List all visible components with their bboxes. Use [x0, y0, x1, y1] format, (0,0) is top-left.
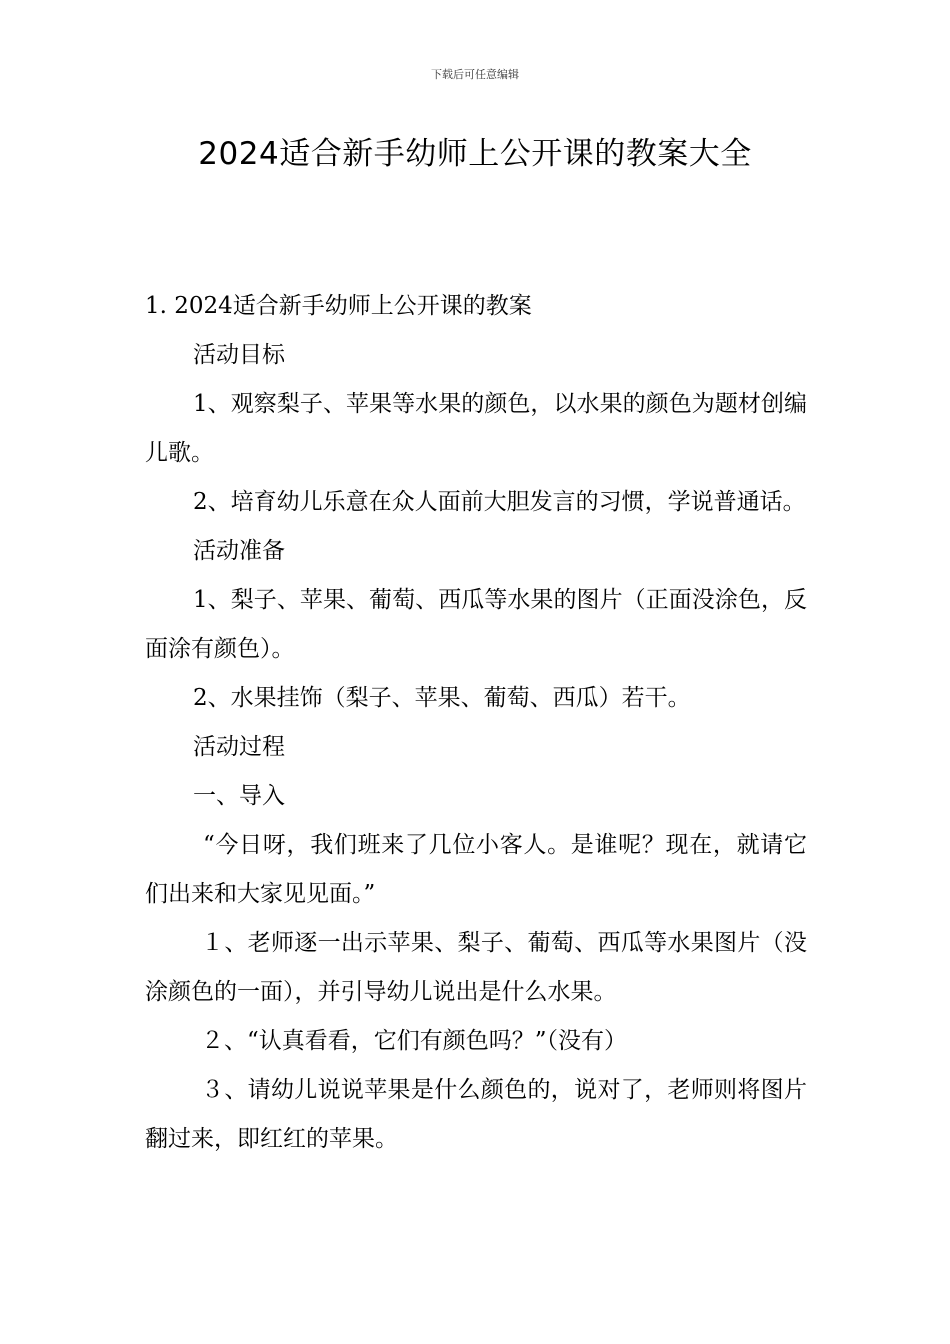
paragraph-preparation-1: 1、梨子、苹果、葡萄、西瓜等水果的图片（正面没涂色，反面涂有颜色）。 [145, 587, 807, 662]
paragraph-objectives-heading: 活动目标 [193, 342, 285, 368]
paragraph-process-heading: 活动过程 [193, 734, 285, 760]
paragraph-step-3: ３、请幼儿说说苹果是什么颜色的，说对了，老师则将图片翻过来，即红红的苹果。 [145, 1077, 807, 1152]
paragraph-preparation-heading: 活动准备 [193, 538, 285, 564]
paragraph-objective-1: 1、观察梨子、苹果等水果的颜色，以水果的颜色为题材创编儿歌。 [145, 391, 807, 466]
document-title: 2024适合新手幼师上公开课的教案大全 [198, 136, 752, 172]
paragraph-step-2: ２、“认真看看，它们有颜色吗？”（没有） [201, 1028, 628, 1054]
paragraph-intro-heading: 一、导入 [193, 783, 285, 809]
paragraph-step-1: １、老师逐一出示苹果、梨子、葡萄、西瓜等水果图片（没涂颜色的一面），并引导幼儿说出是什么水果。 [145, 930, 807, 1005]
paragraph-objective-2: 2、培育幼儿乐意在众人面前大胆发言的习惯，学说普通话。 [193, 489, 806, 515]
header-note: 下载后可任意编辑 [431, 68, 519, 81]
section-heading: 1. 2024适合新手幼师上公开课的教案 [145, 293, 532, 319]
document-body [145, 282, 807, 1164]
paragraph-preparation-2: 2、水果挂饰（梨子、苹果、葡萄、西瓜）若干。 [193, 685, 691, 711]
paragraph-intro-quote: “今日呀，我们班来了几位小客人。是谁呢？现在，就请它们出来和大家见见面。” [145, 832, 807, 907]
